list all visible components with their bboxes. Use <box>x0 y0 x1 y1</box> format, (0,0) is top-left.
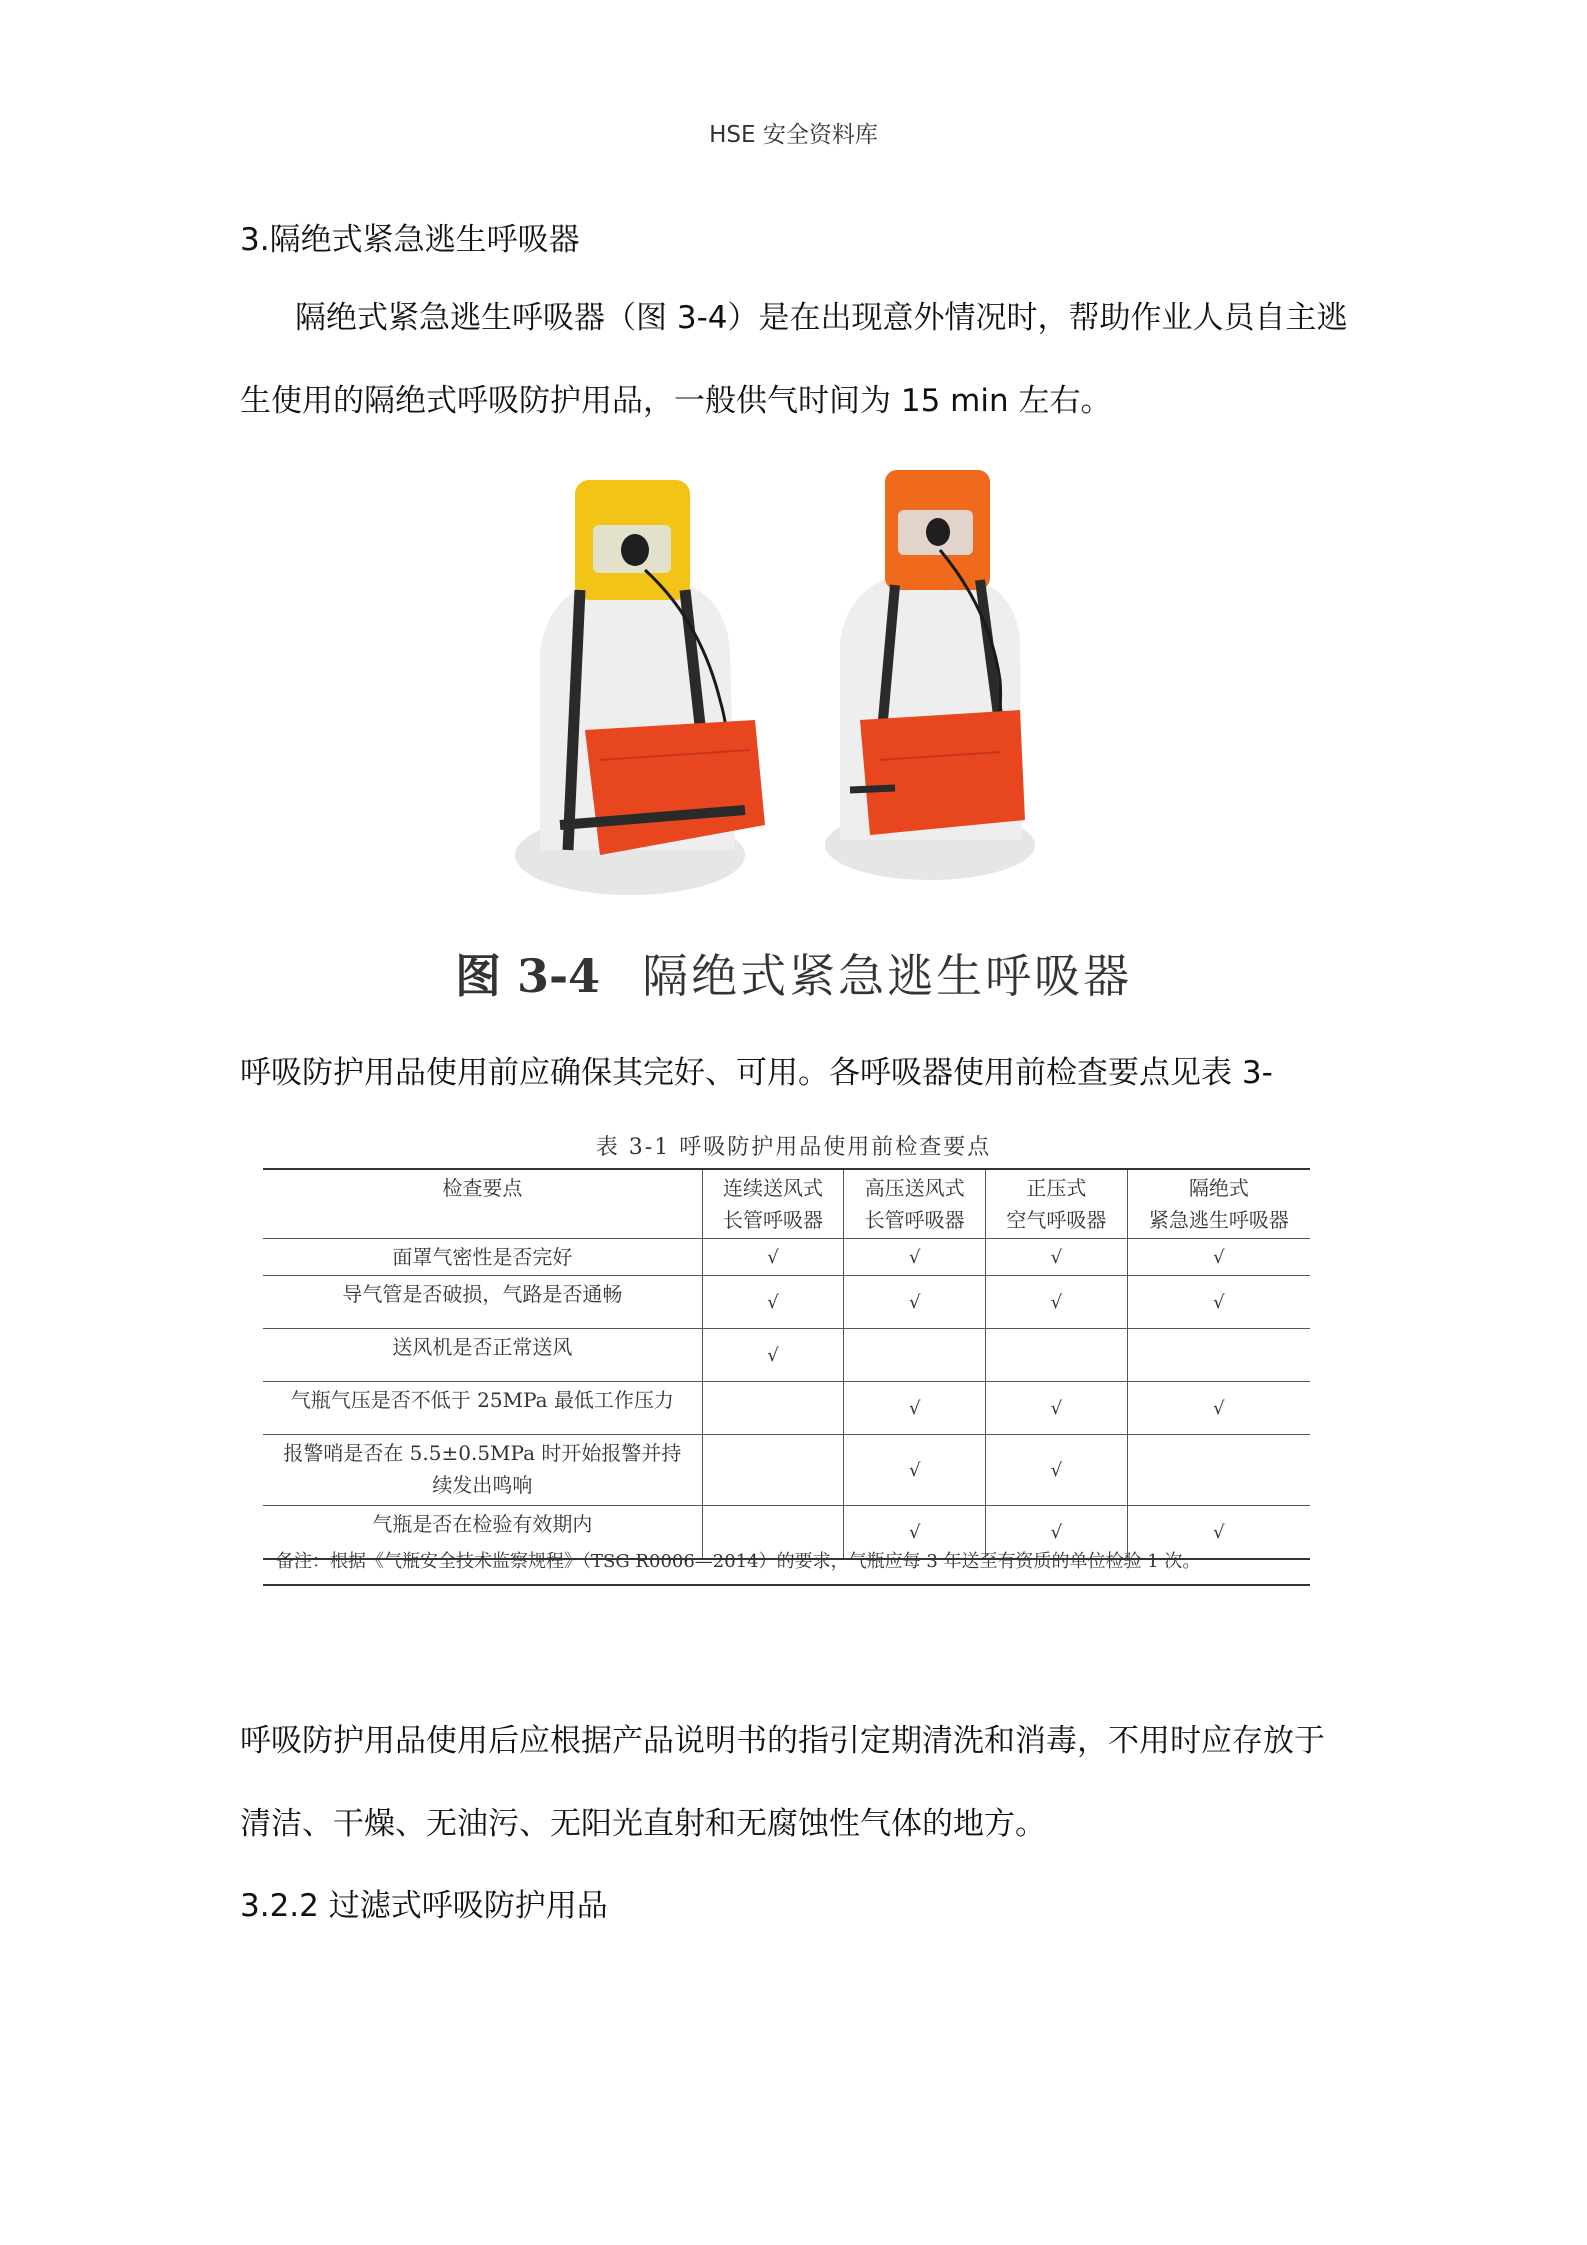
check-mark: √ <box>844 1239 986 1276</box>
row-item: 气瓶是否在检验有效期内 <box>263 1506 702 1560</box>
section-heading: 3.隔绝式紧急逃生呼吸器 <box>240 222 580 258</box>
table-row <box>263 1329 1310 1382</box>
check-mark: √ <box>844 1382 986 1435</box>
check-mark: √ <box>702 1329 844 1382</box>
escape-respirator-figure <box>500 470 1060 910</box>
header-high-pressure: 高压送风式 长管呼吸器 <box>844 1169 986 1239</box>
check-mark: √ <box>844 1506 986 1560</box>
check-mark: √ <box>1127 1382 1310 1435</box>
check-mark <box>844 1329 986 1382</box>
header-inspection-point: 检查要点 <box>263 1169 702 1239</box>
table-row <box>263 1435 1310 1506</box>
maintenance-paragraph: 呼吸防护用品使用后应根据产品说明书的指引定期清洗和消毒，不用时应存放于清洁、干燥、无油污、无阳光直射和无腐蚀性气体的地方。 <box>240 1723 1325 1842</box>
table-row <box>263 1276 1310 1329</box>
check-mark: √ <box>702 1239 844 1276</box>
table-row <box>263 1239 1310 1276</box>
page-header: HSE 安全资料库 <box>709 122 878 148</box>
figure-caption <box>0 940 1587 1006</box>
table-bottom-rule <box>263 1584 1310 1586</box>
table-note: 备注：根据《气瓶安全技术监察规程》（TSG R0006—2014）的要求，气瓶应每 3 年送至有资质的单位检验 1 次。 <box>276 1551 1201 1572</box>
check-mark: √ <box>986 1382 1128 1435</box>
table-row <box>263 1382 1310 1435</box>
figure-caption-title: 隔绝式紧急逃生呼吸器 <box>642 949 1133 1003</box>
check-mark <box>702 1382 844 1435</box>
check-mark: √ <box>986 1506 1128 1560</box>
row-item: 报警哨是否在 5.5±0.5MPa 时开始报警并持续发出鸣响 <box>263 1435 702 1506</box>
orange-hood-respirator-image <box>825 470 1035 880</box>
header-escape: 隔绝式 紧急逃生呼吸器 <box>1127 1169 1310 1239</box>
check-mark: √ <box>1127 1276 1310 1329</box>
check-mark <box>1127 1435 1310 1506</box>
check-mark: √ <box>986 1435 1128 1506</box>
table-caption: 表 3-1 呼吸防护用品使用前检查要点 <box>595 1135 992 1160</box>
yellow-hood-respirator-image <box>515 480 765 895</box>
check-mark: √ <box>986 1239 1128 1276</box>
row-item: 气瓶气压是否不低于 25MPa 最低工作压力 <box>263 1382 702 1435</box>
header-continuous-flow: 连续送风式 长管呼吸器 <box>702 1169 844 1239</box>
row-item: 送风机是否正常送风 <box>263 1329 702 1382</box>
check-mark <box>1127 1329 1310 1382</box>
row-item: 导气管是否破损，气路是否通畅 <box>263 1276 702 1329</box>
table-header-row <box>263 1169 1310 1239</box>
check-mark <box>986 1329 1128 1382</box>
inspection-table <box>263 1168 1310 1560</box>
check-mark: √ <box>844 1435 986 1506</box>
figure-caption-number: 图 3-4 <box>454 949 601 1003</box>
row-item: 面罩气密性是否完好 <box>263 1239 702 1276</box>
intro-paragraph: 隔绝式紧急逃生呼吸器（图 3-4）是在出现意外情况时，帮助作业人员自主逃生使用的隔绝式呼吸防护用品，一般供气时间为 15 min 左右。 <box>240 300 1348 419</box>
header-positive-pressure: 正压式 空气呼吸器 <box>986 1169 1128 1239</box>
usage-paragraph: 呼吸防护用品使用前应确保其完好、可用。各呼吸器使用前检查要点见表 3- <box>240 1055 1273 1091</box>
check-mark: √ <box>1127 1506 1310 1560</box>
check-mark: √ <box>844 1276 986 1329</box>
check-mark: √ <box>702 1276 844 1329</box>
check-mark <box>702 1435 844 1506</box>
subsection-heading: 3.2.2 过滤式呼吸防护用品 <box>240 1888 608 1924</box>
check-mark: √ <box>986 1276 1128 1329</box>
check-mark: √ <box>1127 1239 1310 1276</box>
